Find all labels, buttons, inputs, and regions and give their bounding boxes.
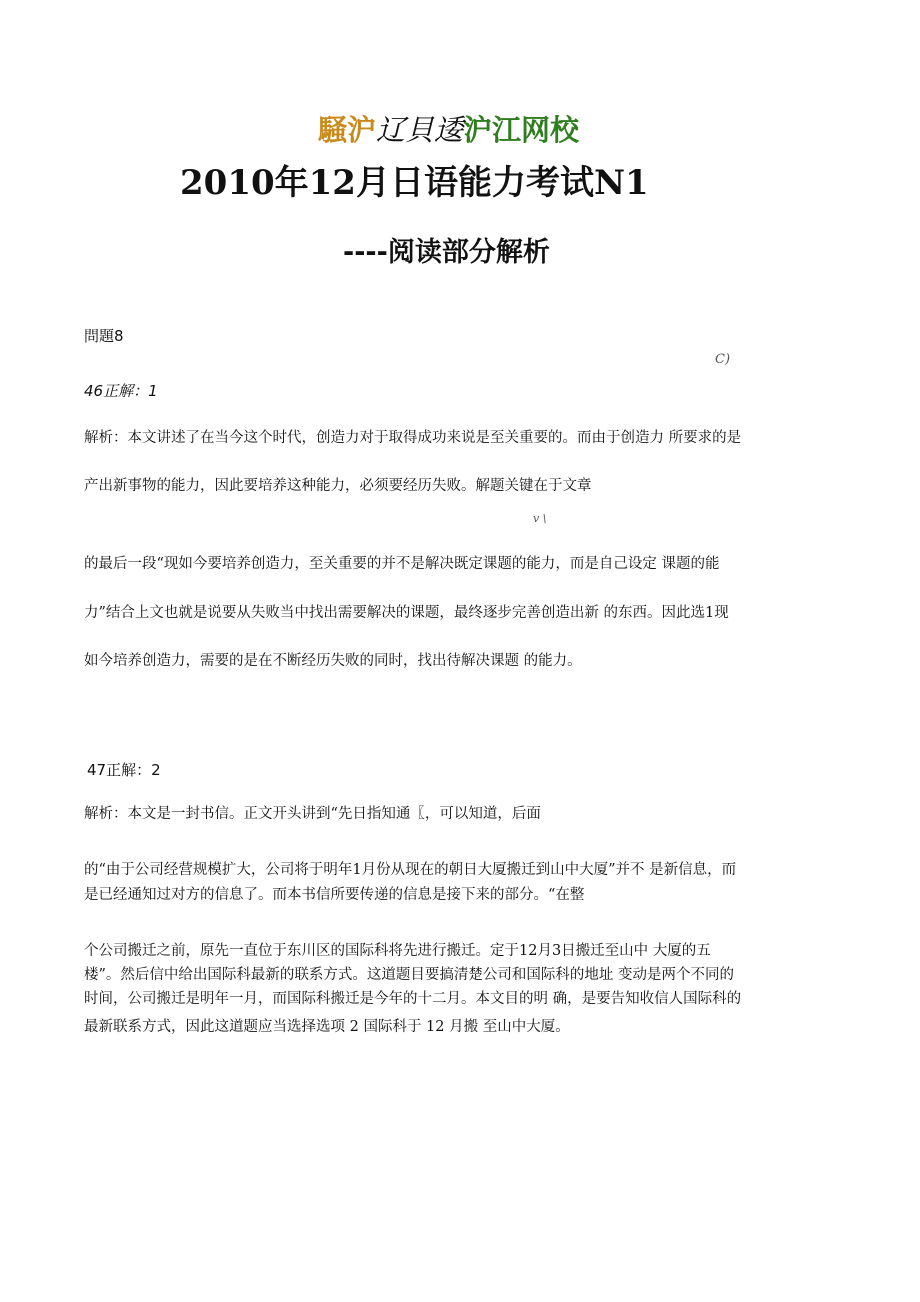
page-title: 2010年12月日语能力考试N1 <box>180 163 649 203</box>
logo-part-2: 辽貝逶 <box>376 113 464 147</box>
q46-line-2: 产出新事物的能力，因此要培养这种能力，必须要经历失败。解题关键在于文章 <box>84 478 592 494</box>
q46-line-4: 力”结合上文也就是说要从失败当中找出需要解决的课题，最终逐步完善创造出新 的东西。因此选1现 <box>84 605 729 621</box>
q47-line-2: 的“由于公司经营规模扩大，公司将于明年1月份从现在的朝日大厦搬迁到山中大厦”并不 是新信息，而 <box>84 862 737 878</box>
q47-line-4: 个公司搬迁之前，原先一直位于东川区的国际科将先进行搬迁。定于12月3日搬迁至山中 大厦的五 <box>84 943 711 959</box>
q46-answer: 46正解：1 <box>84 382 158 400</box>
scan-artifact-mark: C) <box>715 352 731 367</box>
logo-part-3: 沪江网校 <box>463 113 580 147</box>
q47-line-6: 时间，公司搬迁是明年一月，而国际科搬迁是今年的十二月。本文目的明 确，是要告知收信人国际科的 <box>84 991 742 1007</box>
page-subtitle: ----阅读部分解析 <box>343 237 550 268</box>
q47-line-5: 楼”。然后信中给出国际科最新的联系方式。这道题目要搞清楚公司和国际科的地址 变动是两个不同的 <box>84 967 735 983</box>
section-heading: 問題8 <box>84 327 124 345</box>
logo-part-1: 騒沪 <box>318 113 377 147</box>
q47-answer: 47正解：2 <box>87 761 161 779</box>
q46-line-5: 如今培养创造力，需要的是在不断经历失败的同时，找出待解决课题 的能力。 <box>84 653 582 669</box>
q46-line-1: 解析：本文讲述了在当今这个时代，创造力对于取得成功来说是至关重要的。而由于创造力 所要求的是 <box>84 430 742 446</box>
q46-line-3: 的最后一段“现如今要培养创造力，至关重要的并不是解决既定课题的能力，而是自己设定 课题的能 <box>84 556 720 572</box>
q47-line-1: 解析：本文是一封书信。正文开头讲到“先日指知通〖，可以知道，后面 <box>84 806 541 822</box>
q47-line-7: 最新联系方式，因此这道题应当选择选项 2 国际科于 12 月搬 至山中大厦。 <box>84 1019 570 1035</box>
q47-line-3: 是已经通知过对方的信息了。而本书信所要传递的信息是接下来的部分。“在整 <box>84 887 585 903</box>
logo <box>318 108 579 149</box>
scan-artifact-mark: v \ <box>533 512 547 525</box>
